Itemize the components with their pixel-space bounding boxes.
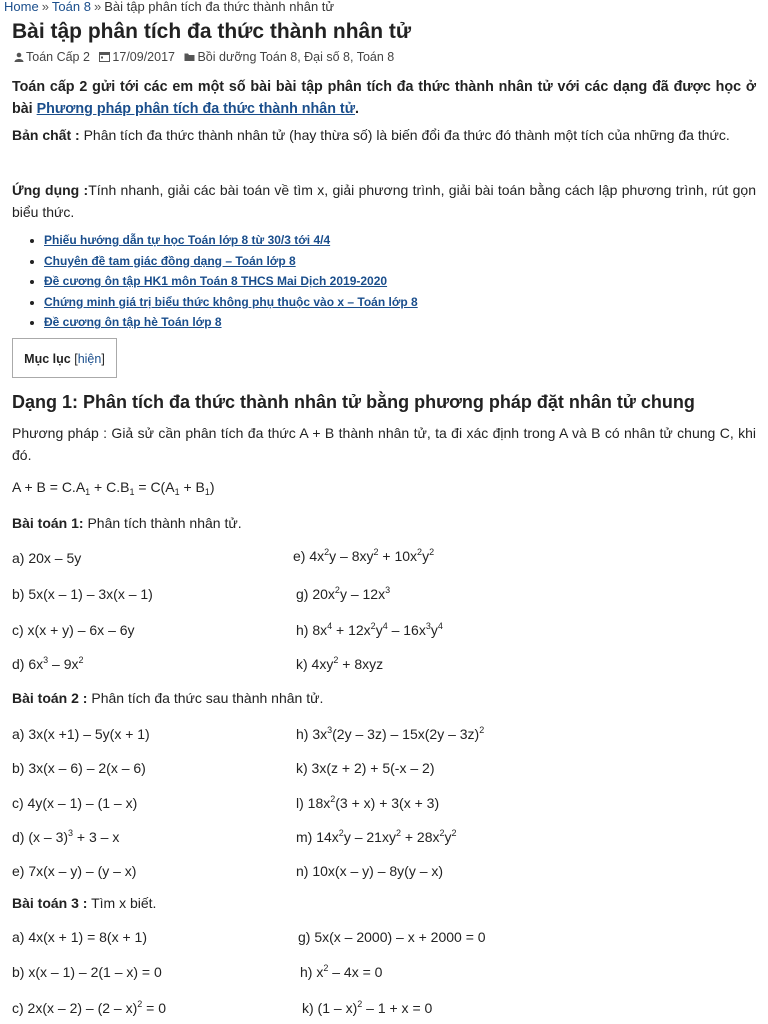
related-post-link[interactable]: Chứng minh giá trị biểu thức không phụ thuộc vào x – Toán lớp 8	[44, 294, 418, 309]
toc-toggle-link[interactable]: hiện	[77, 352, 102, 366]
list-item	[44, 312, 418, 333]
exercise-item: a) 20x – 5y	[12, 550, 82, 566]
exercise-item: m) $14x^2y - 21xy^2 + 28x^2y^2$	[296, 828, 457, 845]
breadcrumb-home-link[interactable]: Home	[4, 0, 39, 14]
exercise-item: d) $6x^3 - 9x^2$	[12, 655, 84, 672]
list-item	[44, 230, 418, 251]
section-heading-dang-1: Dạng 1: Phân tích đa thức thành nhân tử bằng phương pháp đặt nhân tử chung	[12, 392, 695, 412]
related-post-link[interactable]: Phiếu hướng dẫn tự học Toán lớp 8 từ 30/3 tới 4/4	[44, 233, 331, 247]
exercise-3-heading	[12, 895, 156, 911]
related-post-link[interactable]: Đề cương ôn tập HK1 môn Toán 8 THCS Mai Dịch 2019-2020	[44, 274, 388, 289]
exercise-item: b) x(x – 1) – 2(1 – x) = 0	[12, 964, 162, 980]
application-label: Ứng dụng :	[12, 182, 89, 198]
exercise-3-label: Bài toán 3 :	[12, 895, 88, 911]
post-meta	[14, 50, 400, 64]
common-factor-formula: $A + B = C.A_1 + C.B_1 = C(A_1 + B_1)$	[12, 479, 215, 497]
exercise-item: b) 5x(x – 1) – 3x(x – 1)	[12, 586, 153, 602]
table-of-contents	[12, 338, 117, 378]
list-item	[44, 292, 418, 313]
intro-paragraph	[12, 76, 756, 120]
post-date	[99, 50, 178, 64]
post-author[interactable]	[14, 50, 93, 64]
exercise-item: b) 3x(x – 6) – 2(x – 6)	[12, 760, 146, 776]
post-author-name: Toán Cấp 2	[26, 50, 90, 64]
exercise-item: h) $3x^3(2y - 3z) - 15x(2y - 3z)^2$	[296, 725, 485, 742]
folder-icon	[184, 52, 195, 62]
exercise-1-text: Phân tích thành nhân tử.	[83, 515, 242, 531]
post-categories[interactable]	[184, 50, 394, 64]
exercise-1-heading	[12, 515, 242, 531]
exercise-2-label: Bài toán 2 :	[12, 690, 88, 706]
application-text: Tính nhanh, giải các bài toán về tìm x, giải phương trình, giải bài toán bằng cách lập phương trình, rút gọn biểu thức.	[12, 182, 756, 220]
exercise-item: l) $18x^2(3 + x) + 3(x + 3)$	[296, 794, 440, 811]
exercise-item: k) $4xy^2 + 8xyz$	[296, 655, 384, 672]
breadcrumb-separator: »	[41, 0, 49, 14]
related-posts-list	[26, 230, 418, 333]
list-item	[44, 271, 418, 292]
exercise-item: c) x(x + y) – 6x – 6y	[12, 622, 135, 638]
exercise-item: a) 3x(x +1) – 5y(x + 1)	[12, 726, 150, 742]
exercise-item: c) 4y(x – 1) – (1 – x)	[12, 795, 138, 811]
toc-title: Mục lục	[24, 352, 71, 366]
toc-bracket-open: [	[74, 352, 78, 366]
user-icon	[14, 52, 24, 62]
intro-text: Toán cấp 2 gửi tới các em một số bài bài tập phân tích đa thức thành nhân tử với các dạng đã được học ở bài	[12, 79, 756, 117]
exercise-item: k) (1 – x)$^2$ – 1 + x = 0	[302, 999, 433, 1016]
exercise-item: g) 5x(x – 2000) – x + 2000 = 0	[298, 929, 486, 945]
exercise-item: e) $4x^2y - 8xy^2 + 10x^2y^2$	[293, 547, 435, 564]
intro-end: .	[355, 101, 360, 117]
list-item	[44, 251, 418, 272]
breadcrumb-separator: »	[93, 0, 102, 14]
related-post-link[interactable]: Chuyên đề tam giác đồng dạng – Toán lớp 8	[44, 253, 296, 268]
post-date-text: 17/09/2017	[112, 50, 175, 64]
exercise-item: c) 2x(x – 2) – (2 – x)$^2$ = 0	[12, 999, 167, 1016]
exercise-item: e) 7x(x – y) – (y – x)	[12, 863, 137, 879]
breadcrumb-category-link[interactable]: Toán 8	[51, 0, 91, 14]
essence-text: Phân tích đa thức thành nhân tử (hay thừa số) là biến đổi đa thức đó thành một tích của những đa thức.	[79, 127, 730, 143]
exercise-item: n) 10x(x – y) – 8y(y – x)	[296, 863, 444, 879]
exercise-item: d) (x – 3)$^3$ + 3 – x	[12, 828, 120, 845]
exercise-1-label: Bài toán 1:	[12, 515, 84, 531]
calendar-icon	[99, 51, 110, 62]
exercise-2-heading	[12, 690, 323, 706]
exercise-2-text: Phân tích đa thức sau thành nhân tử.	[87, 690, 324, 706]
exercise-item: a) 4x(x + 1) = 8(x + 1)	[12, 929, 147, 945]
essence-label: Bản chất :	[12, 127, 80, 143]
application-paragraph	[12, 179, 756, 223]
essence-paragraph	[12, 124, 756, 146]
post-categories-text: Bồi dưỡng Toán 8, Đại số 8, Toán 8	[197, 50, 395, 64]
breadcrumb-current: Bài tập phân tích đa thức thành nhân tử	[104, 0, 335, 14]
method-paragraph: Phương pháp : Giả sử cần phân tích đa thức A + B thành nhân tử, ta đi xác định trong A và B có nhân tử chung C, khi đó.	[12, 425, 756, 463]
related-post-link[interactable]: Đề cương ôn tập hè Toán lớp 8	[44, 315, 222, 330]
breadcrumb	[4, 0, 334, 14]
exercise-item: g) $20x^2y - 12x^3$	[296, 585, 391, 602]
exercise-3-text: Tìm x biết.	[87, 895, 157, 911]
exercise-item: h) $8x^4 + 12x^2y^4 - 16x^3y^4$	[296, 621, 443, 638]
exercise-item: k) 3x(z + 2) + 5(-x – 2)	[296, 760, 435, 776]
method-article-link[interactable]: Phương pháp phân tích đa thức thành nhân tử	[36, 101, 356, 117]
page-title: Bài tập phân tích đa thức thành nhân tử	[12, 20, 412, 43]
exercise-item: h) $x^2 - 4x = 0$	[300, 963, 383, 980]
toc-bracket-close: ]	[101, 352, 105, 366]
